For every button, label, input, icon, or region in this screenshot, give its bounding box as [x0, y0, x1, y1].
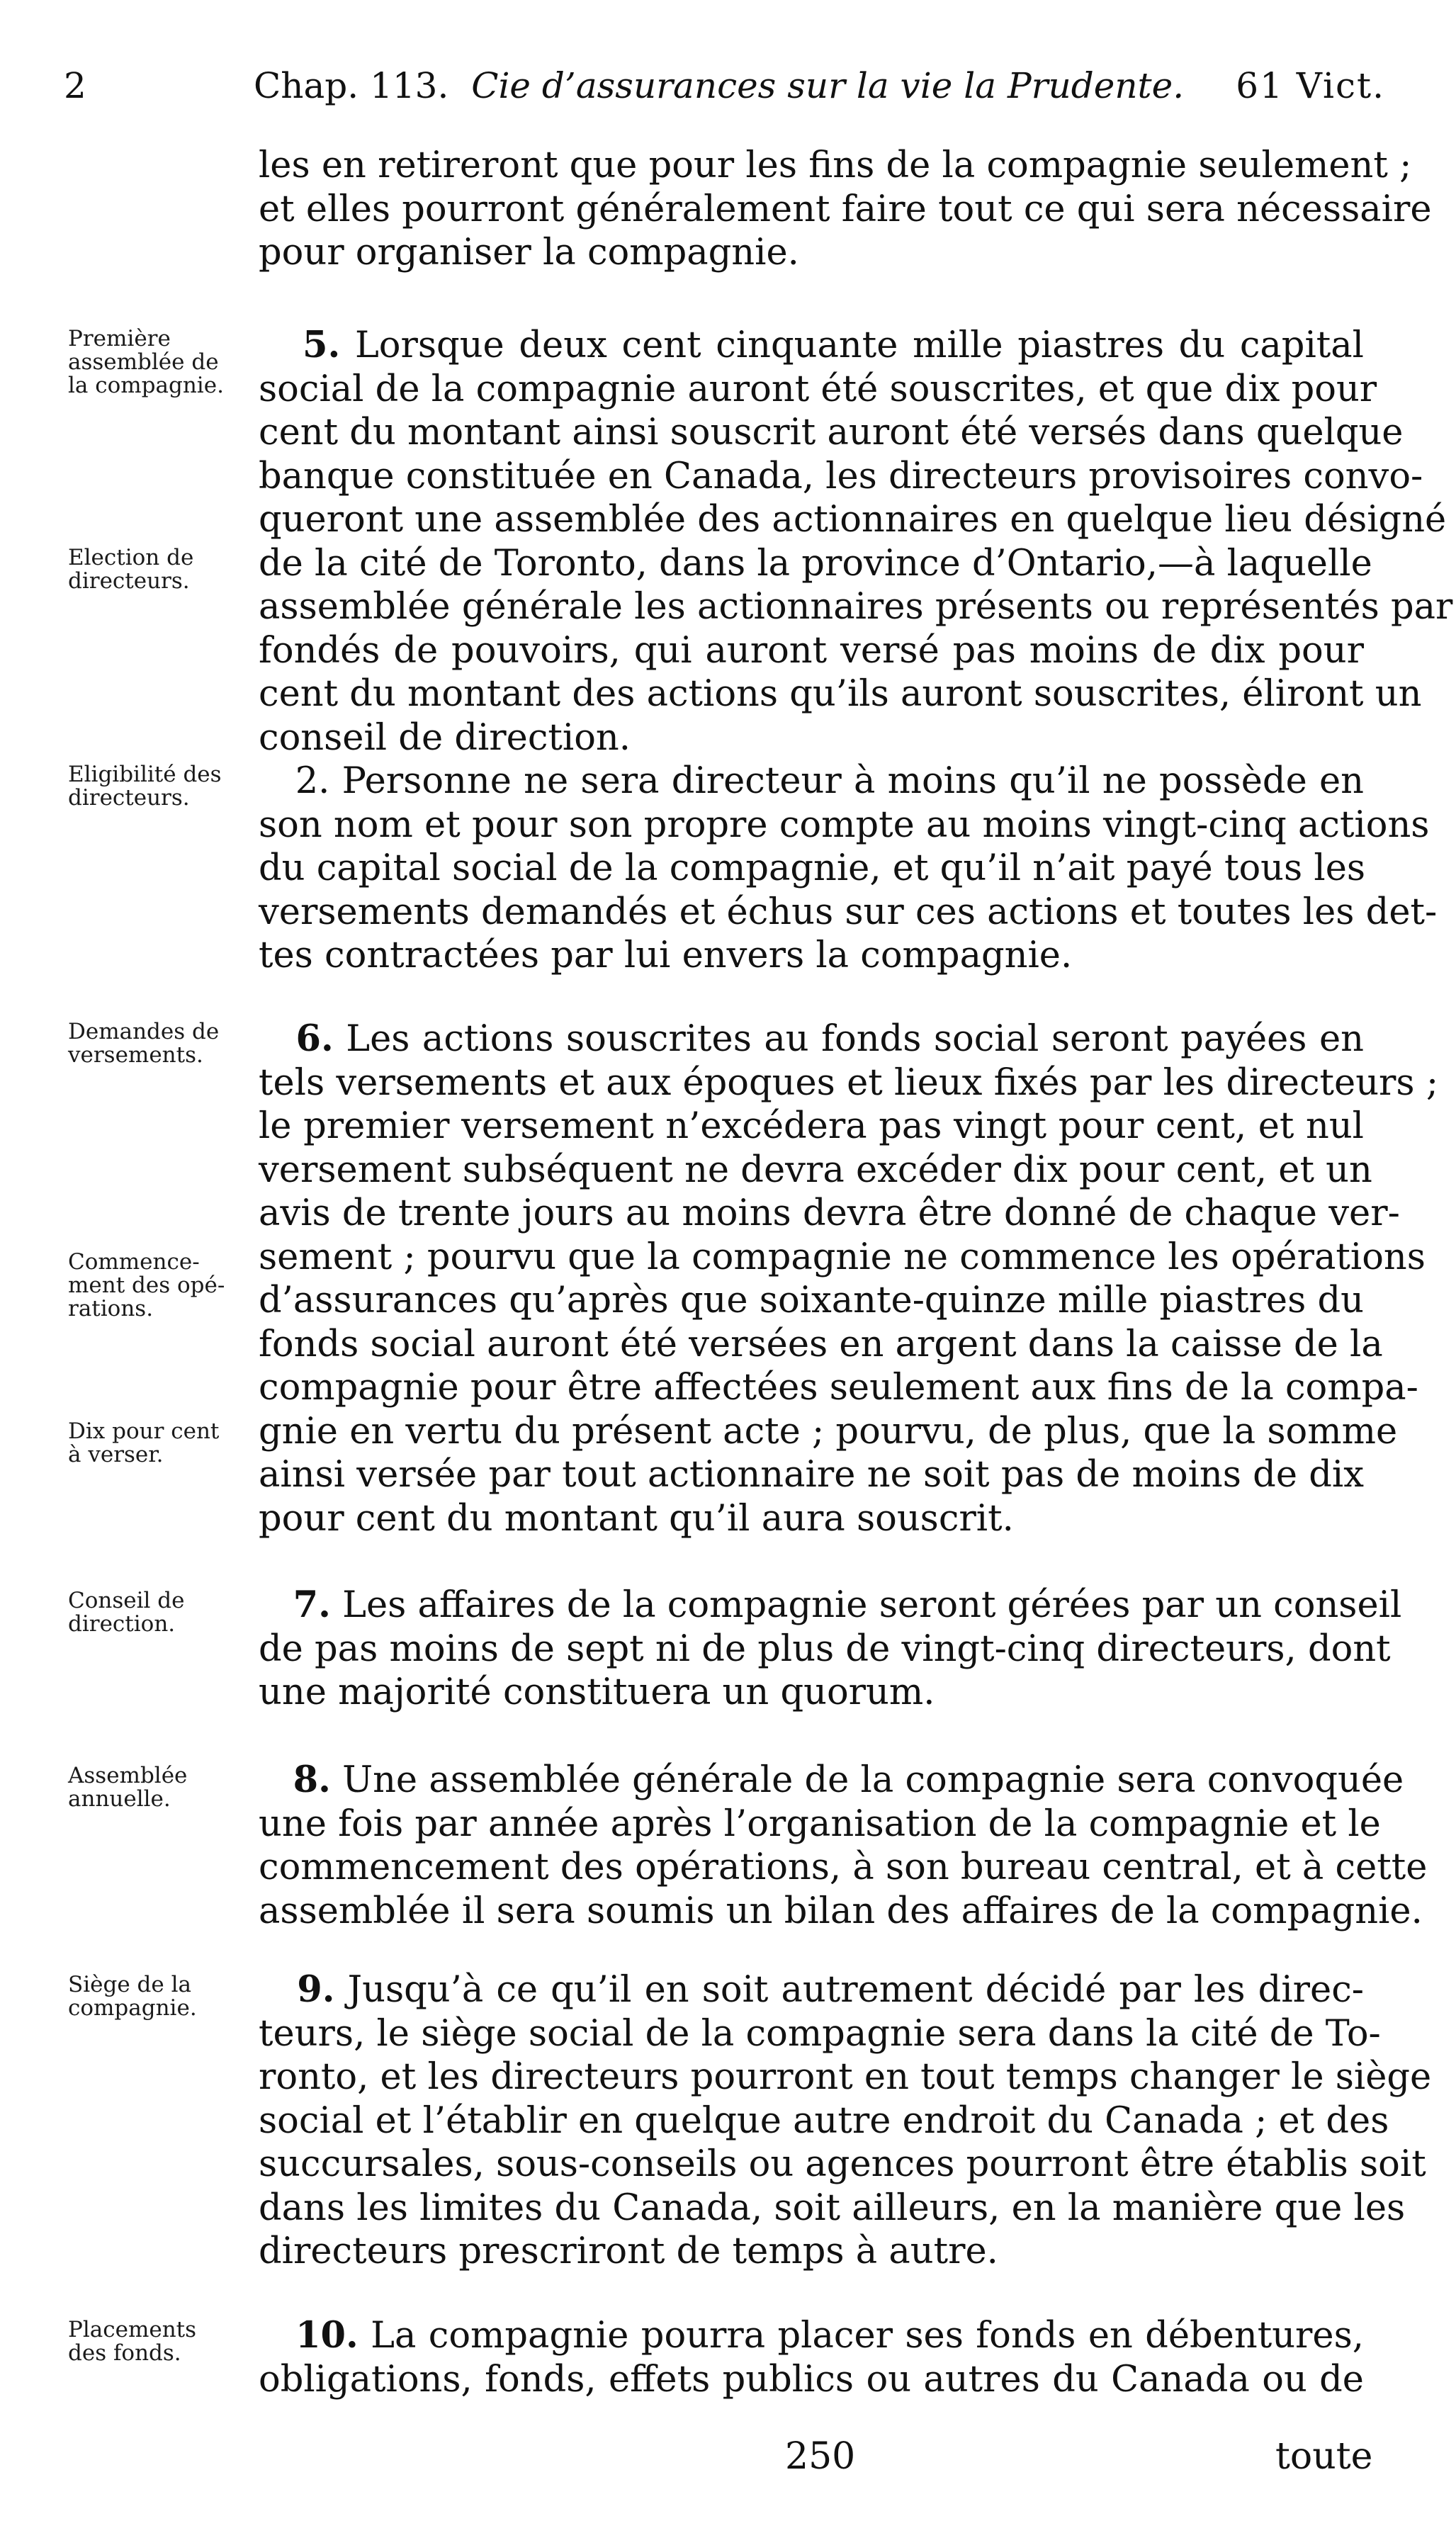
section-8 [259, 1759, 1428, 1933]
margin-note-line: ment des opé- [68, 1273, 225, 1298]
margin-note-line: à verser. [68, 1442, 164, 1467]
text-line: assemblée générale les actionnaires présents ou représentés par [259, 586, 1453, 628]
section-number: 7. [293, 1584, 331, 1626]
text-line: tels versements et aux époques et lieux fixés par les directeurs ; [259, 1061, 1438, 1104]
text-line: de pas moins de sept ni de plus de vingt-cinq directeurs, dont [259, 1628, 1391, 1670]
margin-note-line: Commence- [68, 1249, 200, 1275]
section-7 [259, 1584, 1402, 1715]
margin-note-line: Placements [68, 2317, 197, 2342]
section-number: 5. [303, 324, 341, 366]
text-line: sement ; pourvu que la compagnie ne commence les opérations [259, 1236, 1426, 1278]
text-line: Une assemblée générale de la compagnie sera convoquée [342, 1759, 1404, 1801]
section-first-line [259, 760, 1364, 803]
text-line: les en retireront que pour les fins de la compagnie seulement ; [259, 145, 1412, 186]
text-line: assemblée il sera soumis un bilan des affaires de la compagnie. [259, 1890, 1423, 1932]
page-footer [0, 2432, 1456, 2481]
text-line: Les actions souscrites au fonds social seront payées en [346, 1018, 1364, 1060]
text-line: versements demandés et échus sur ces actions et toutes les det- [259, 891, 1438, 933]
chapter-number: Chap. 113. [254, 65, 449, 106]
text-line: pour organiser la compagnie. [259, 232, 799, 273]
text-line: versement subséquent ne devra excéder dix pour cent, et un [259, 1149, 1372, 1191]
text-line: gnie en vertu du présent acte ; pourvu, de plus, que la somme [259, 1410, 1398, 1453]
text-line: commencement des opérations, à son bureau central, et à cette [259, 1846, 1428, 1888]
margin-note-demandes [68, 1020, 259, 1067]
margin-note-line: direction. [68, 1611, 176, 1637]
text-line: ronto, et les directeurs pourront en tout temps changer le siège [259, 2056, 1432, 2098]
margin-note-line: des fonds. [68, 2340, 181, 2366]
text-line: son nom et pour son propre compte au moins vingt-cinq actions [259, 803, 1430, 846]
page-number: 2 [64, 65, 86, 106]
text-line: conseil de direction. [259, 716, 631, 759]
margin-note-line: Conseil de [68, 1588, 185, 1613]
text-line: fondés de pouvoirs, qui auront versé pas moins de dix pour [259, 629, 1364, 672]
section-5 [259, 324, 1453, 760]
section-number: 6. [295, 1017, 334, 1060]
margin-note-premiere-assemblee [68, 327, 259, 397]
section-9 [259, 1968, 1432, 2274]
act-title: Cie d’assurances sur la vie la Prudente. [471, 65, 1185, 106]
margin-note-line: Siège de la [68, 1972, 191, 1997]
margin-note-line: Demandes de [68, 1019, 220, 1044]
text-line: tes contractées par lui envers la compagnie. [259, 935, 1073, 976]
margin-note-line: annuelle. [68, 1786, 171, 1812]
text-line: d’assurances qu’après que soixante-quinze mille piastres du [259, 1280, 1364, 1321]
margin-note-dix-pour-cent [68, 1420, 259, 1467]
margin-note-placements [68, 2318, 259, 2365]
section-first-line [259, 1584, 1402, 1628]
footer-page-number: 250 [785, 2435, 856, 2478]
margin-note-line: Dix pour cent [68, 1419, 220, 1444]
text-line: et elles pourront généralement faire tout ce qui sera nécessaire [259, 188, 1432, 230]
margin-note-line: assemblée de [68, 349, 219, 375]
text-line: cent du montant des actions qu’ils auront souscrites, éliront un [259, 673, 1422, 715]
text-line: Lorsque deux cent cinquante mille piastres du capital [354, 325, 1364, 366]
section-first-line [259, 1968, 1364, 2012]
margin-note-eligibilite [68, 763, 259, 810]
margin-note-line: rations. [68, 1296, 154, 1321]
text-line: cent du montant ainsi souscrit auront été versés dans quelque [259, 412, 1404, 453]
text-line: Personne ne sera directeur à moins qu’il ne possède en [342, 760, 1365, 802]
margin-note-commencement [68, 1251, 259, 1321]
text-line: compagnie pour être affectées seulement aux fins de la compa- [259, 1367, 1418, 1409]
margin-note-election [68, 546, 259, 593]
margin-note-siege [68, 1973, 259, 2020]
section-first-line [259, 1759, 1404, 1803]
text-line: une majorité constituera un quorum. [259, 1671, 935, 1713]
text-line: pour cent du montant qu’il aura souscrit. [259, 1497, 1014, 1540]
intro-paragraph [259, 144, 1432, 275]
text-line: La compagnie pourra placer ses fonds en débentures, [371, 2315, 1364, 2357]
section-first-line [259, 324, 1364, 368]
section-number: 8. [293, 1759, 331, 1801]
section-5-subsection-2 [259, 760, 1438, 978]
text-line: directeurs prescriront de temps à autre. [259, 2230, 998, 2272]
regnal-year: 61 Vict. [1236, 65, 1385, 106]
margin-note-assemblee-annuelle [68, 1764, 259, 1811]
text-line: social et l’établir en quelque autre endroit du Canada ; et des [259, 2099, 1389, 2142]
margin-note-conseil [68, 1589, 259, 1636]
text-line: teurs, le siège social de la compagnie sera dans la cité de To- [259, 2012, 1381, 2055]
running-header [64, 61, 1385, 111]
margin-note-line: Assemblée [68, 1763, 188, 1788]
text-line: Jusqu’à ce qu’il en soit autrement décidé par les direc- [347, 1969, 1364, 2011]
margin-note-line: directeurs. [68, 568, 190, 594]
section-number: 9. [297, 1968, 335, 2011]
text-line: ainsi versée par tout actionnaire ne soit pas de moins de dix [259, 1454, 1364, 1496]
text-line: avis de trente jours au moins devra être donné de chaque ver- [259, 1192, 1400, 1234]
text-line: banque constituée en Canada, les directeurs provisoires convo- [259, 455, 1423, 497]
text-line: queront une assemblée des actionnaires en quelque lieu désigné [259, 499, 1447, 541]
text-line: social de la compagnie auront été souscrites, et que dix pour [259, 368, 1377, 410]
section-number: 10. [295, 2314, 359, 2357]
text-line: obligations, fonds, effets publics ou autres du Canada ou de [259, 2358, 1364, 2401]
text-line: le premier versement n’excédera pas vingt pour cent, et nul [259, 1105, 1364, 1147]
text-line: succursales, sous-conseils ou agences pourront être établis soit [259, 2143, 1426, 2185]
text-line: dans les limites du Canada, soit ailleurs, en la manière que les [259, 2187, 1406, 2229]
margin-note-line: compagnie. [68, 1995, 197, 2021]
margin-note-line: directeurs. [68, 785, 190, 811]
text-line: une fois par année après l’organisation de la compagnie et le [259, 1803, 1381, 1845]
catchword: toute [1275, 2435, 1373, 2478]
margin-note-line: Première [68, 326, 171, 351]
text-line: Les affaires de la compagnie seront gérées par un conseil [342, 1584, 1402, 1626]
section-first-line [259, 2314, 1364, 2358]
chapter-title [254, 61, 1184, 111]
section-number: 2. [295, 760, 330, 802]
margin-note-line: Eligibilité des [68, 762, 222, 787]
section-6 [259, 1017, 1438, 1540]
section-first-line [259, 1017, 1364, 1061]
text-line: du capital social de la compagnie, et qu’il n’ait payé tous les [259, 847, 1366, 889]
margin-note-line: Election de [68, 545, 194, 570]
margin-note-line: la compagnie. [68, 373, 224, 398]
text-line: de la cité de Toronto, dans la province d’Ontario,—à laquelle [259, 542, 1372, 585]
text-line: fonds social auront été versées en argent dans la caisse de la [259, 1323, 1383, 1365]
margin-note-line: versements. [68, 1042, 203, 1068]
section-10 [259, 2314, 1364, 2401]
